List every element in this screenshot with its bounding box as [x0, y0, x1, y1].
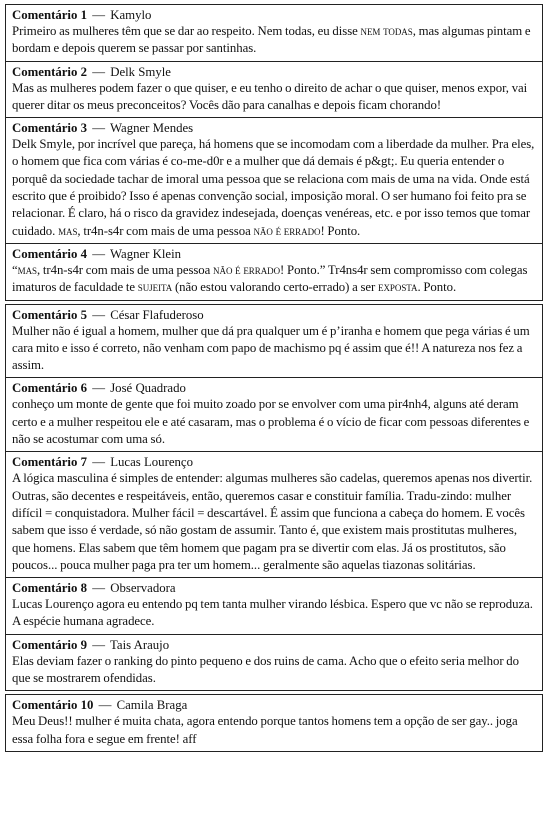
comment-text	[12, 323, 537, 375]
comment-dash: —	[92, 581, 105, 596]
comment-text-segment: “	[12, 262, 18, 277]
comment-box	[5, 577, 543, 635]
comment-text-segment: , tr4n-s4r com mais de uma pessoa	[37, 262, 214, 277]
comment-number: Comentário 3	[12, 121, 87, 136]
comment-text	[12, 596, 537, 631]
comment-text-segment: ! Ponto.	[320, 223, 361, 238]
comment-number: Comentário 9	[12, 637, 87, 652]
comment-number: Comentário 10	[12, 698, 94, 713]
comment-text-segment: Elas deviam fazer o ranking do pinto pequeno e dos ruins de cama. Acho que o efeito seria melhor do que se mostrarem ofendidas.	[12, 653, 519, 686]
comment-emphasis: não é errado	[213, 262, 281, 277]
comment-header	[12, 307, 537, 323]
comment-author: Wagner Klein	[109, 246, 182, 261]
comment-emphasis: não é errado	[253, 223, 321, 238]
comment-header	[12, 697, 537, 713]
comment-number: Comentário 2	[12, 64, 87, 79]
comment-box	[5, 304, 543, 379]
comment-text-segment: , tr4n-s4r com mais de uma pessoa	[77, 223, 254, 238]
comment-dash: —	[92, 455, 105, 470]
comment-number: Comentário 1	[12, 8, 87, 22]
comment-text-segment: Delk Smyle, por incrível que pareça, há homens que se incomodam com a liberdade da mulher. Pra eles, o homem que fica com várias é co-me-d0r e a mulher que dá demais é p&gt;. Eu queria entender o porquê da sociedade tachar de imoral uma pessoa que se relaciona com mais de uma na vida. Onde está escrito que é proibido? Isso é apenas convenção social, imposição moral. O ser humano foi feito pra se relacionar. É claro, há o risco da gravidez indesejada, doenças venéreas, etc. e por isso temos que tomar cuidado.	[12, 137, 535, 238]
comment-dash: —	[92, 381, 105, 396]
comment-box	[5, 694, 543, 752]
comment-number: Comentário 4	[12, 246, 87, 261]
comment-text	[12, 23, 537, 58]
comment-dash: —	[92, 637, 105, 652]
comment-author: Observadora	[110, 581, 176, 596]
comment-text-segment: Mulher não é igual a homem, mulher que dá pra qualquer um é p’iranha e homem que pega várias é um cara mito e isso é correto, não venham com papo de machismo pq é assim que é!! A natureza nos fez a assim.	[12, 323, 530, 373]
comment-emphasis: mas	[17, 262, 37, 277]
comment-box	[5, 377, 543, 452]
comment-author: Tais Araujo	[109, 637, 170, 652]
comment-emphasis: exposta	[378, 280, 418, 295]
comment-emphasis: sujeita	[137, 280, 173, 295]
comment-dash: —	[98, 698, 112, 713]
comment-number: Comentário 6	[12, 381, 87, 396]
comment-text-segment: conheço um monte de gente que foi muito zoado por se envolver com uma pir4nh4, alguns até deram certo e a mulher respeitou ele e até casaram, mas o problema é o vício de ficar com pessoas diferentes e não se acostumar com uma só.	[12, 397, 530, 447]
comment-text-segment: (não estou valorando certo-errado) a ser	[172, 280, 379, 295]
comment-header	[12, 64, 537, 80]
comment-number: Comentário 5	[12, 307, 87, 322]
comment-number: Comentário 8	[12, 581, 87, 596]
comment-dash: —	[92, 246, 105, 261]
comment-box	[5, 4, 543, 62]
comment-dash: —	[92, 121, 105, 136]
comment-text-segment: Lucas Lourenço agora eu entendo pq tem tanta mulher virando lésbica. Espero que vc não se reproduza. A espécie humana agradece.	[12, 597, 533, 629]
comment-author: José Quadrado	[110, 381, 186, 396]
comment-text	[12, 136, 537, 240]
comment-text-segment: Mas as mulheres podem fazer o que quiser, e eu tenho o direito de achar o que quiser, menos expor, vai querer ditar os meus preconceitos? Vocês dão para canalhas e depois ficam chorando!	[12, 80, 528, 112]
comment-author: Delk Smyle	[110, 64, 171, 79]
comments-list	[5, 4, 543, 752]
comment-header	[12, 246, 537, 262]
comment-author: Kamylo	[110, 8, 152, 22]
comment-box	[5, 451, 543, 578]
comment-author: Lucas Lourenço	[110, 455, 193, 470]
comment-text-segment: ! Ponto.” Tr4ns4r sem compromisso com colegas imaturos de faculdade te	[12, 262, 528, 295]
comment-header	[12, 7, 537, 23]
comment-dash: —	[92, 307, 105, 322]
comment-text-segment: Primeiro as mulheres têm que se dar ao respeito. Nem todas, eu disse	[12, 24, 361, 38]
comment-dash: —	[92, 8, 105, 22]
comment-author: Camila Braga	[116, 698, 188, 713]
comment-emphasis: nem todas	[360, 24, 413, 38]
comment-box	[5, 117, 543, 244]
comment-number: Comentário 7	[12, 455, 87, 470]
comment-emphasis: mas	[58, 223, 78, 238]
comment-header	[12, 454, 537, 470]
comment-box	[5, 634, 543, 692]
comment-text-segment: A lógica masculina é simples de entender: algumas mulheres são cadelas, queremos apenas nos divertir. Outras, são decentes e respeitáveis, então, queremos casar e constituir família. Tradu-zindo: mulher difícil = conquistadora. Mulher fácil = descartável. É assim que funciona a cabeça do homem. E vocês sabem que isso é verdade, só não gostam de assumir. Tanto é, que existem mais prostitutas mulheres, que homens. Elas sabem que têm homem que pagam pra se divertir com elas. Já os prostitutos, são poucos... pouca mulher paga pra ter um homem... geralmente são aquelas tiazonas solitárias.	[12, 471, 533, 572]
comment-text	[12, 470, 537, 574]
comment-author: César Flafuderoso	[110, 307, 204, 322]
comment-text-segment: Meu Deus!! mulher é muita chata, agora entendo porque tantos homens tem a opção de ser gay.. joga essa folha fora e segue em frente! aff	[12, 714, 518, 746]
comment-box	[5, 243, 543, 301]
comment-header	[12, 380, 537, 396]
comment-author: Wagner Mendes	[109, 121, 194, 136]
comment-dash: —	[92, 64, 105, 79]
comment-header	[12, 120, 537, 136]
comment-box	[5, 61, 543, 119]
comment-header	[12, 637, 537, 653]
comment-text-segment: , mas algumas pintam e bordam e depois querem se passar por santinhas.	[12, 24, 531, 56]
comment-text	[12, 80, 537, 115]
comment-text	[12, 396, 537, 448]
comment-text	[12, 653, 537, 688]
comment-text	[12, 713, 537, 748]
comment-header	[12, 580, 537, 596]
comment-text	[12, 262, 537, 297]
comment-text-segment: . Ponto.	[417, 280, 457, 295]
